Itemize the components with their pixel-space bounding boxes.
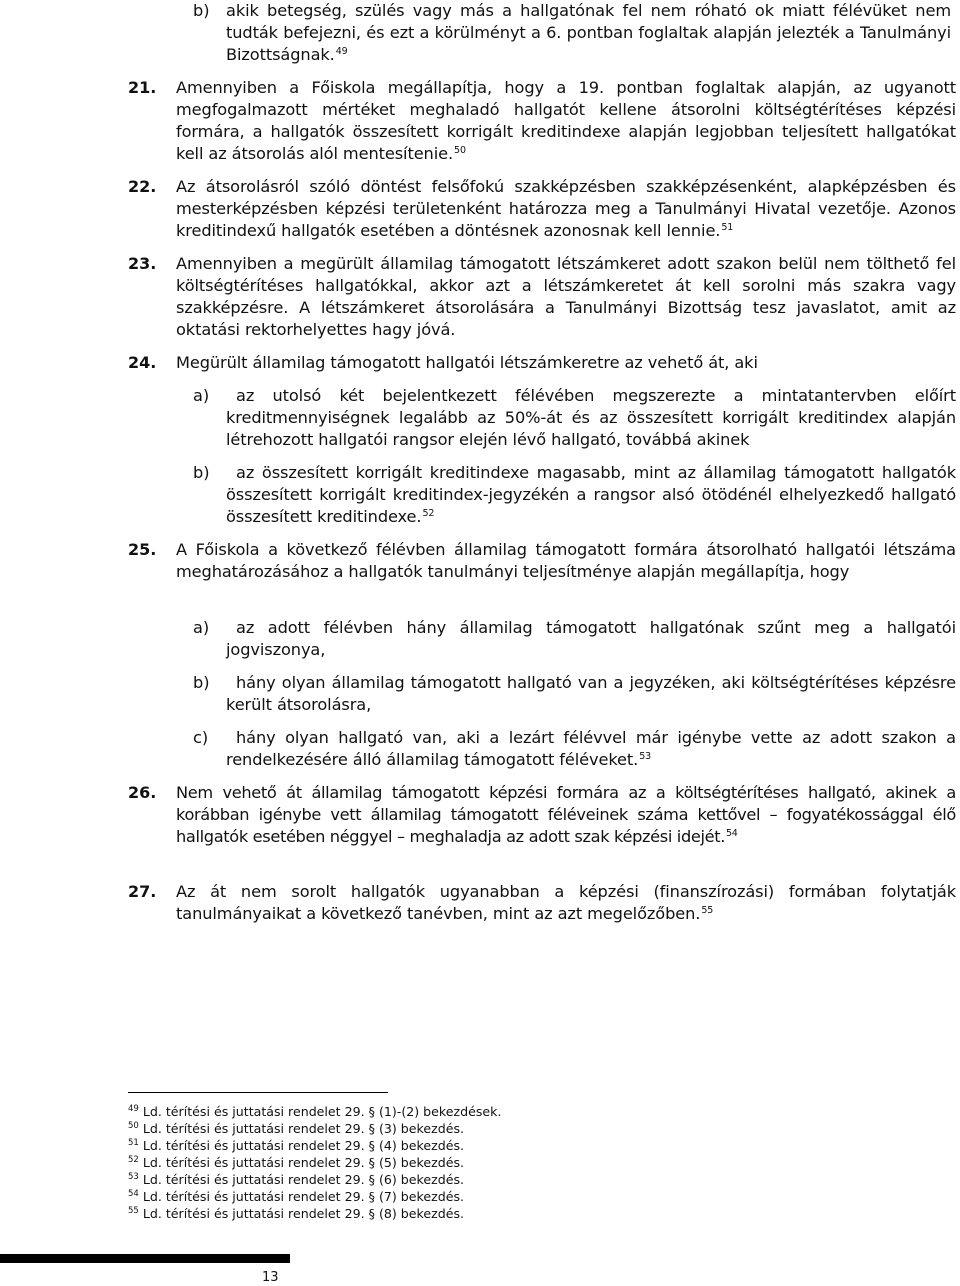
sub-item-text: az utolsó két bejelentkezett félévében megszerezte a mintatantervben előírt kreditmennyiségnek legalább az 50%-át és az összesített korrigált kreditindex alapján létrehozott hallgatói rangsor elején lévő hallgató, továbbá akinek — [226, 386, 956, 449]
footnote: $^{49}$ Ld. térítési és juttatási rendelet 29. § (1)-(2) bekezdések. — [128, 1104, 502, 1119]
sub-item-text: hány olyan államilag támogatott hallgató van a jegyzéken, aki költségtérítéses képzésre került átsorolásra, — [226, 673, 956, 714]
footnote-ref: 49 — [335, 46, 348, 57]
item-text: Az át nem sorolt hallgatók ugyanabban a képzési (finanszírozási) formában folytatják tanulmányaikat a következő tanévben, mint az azt megelőzőben.$^{55}$ — [176, 882, 956, 923]
sub-item-label: a) — [193, 618, 210, 637]
sub-item-label: b) — [193, 673, 210, 692]
footnote: $^{54}$ Ld. térítési és juttatási rendelet 29. § (7) bekezdés. — [128, 1189, 465, 1204]
item-text: Amennyiben a megürült államilag támogatott létszámkeret adott szakon belül nem tölthető fel költségtérítéses hallgatókkal, akkor azt a létszámkeretet át kell sorolni más szakra vagy szakképzésre. A létszámkeret átsorolására a Tanulmányi Bizottság tesz javaslatot, amit az oktatási rektorhelyettes hagy jóvá. — [176, 254, 956, 339]
footer-bar — [0, 1254, 290, 1263]
item-number: 22. — [128, 177, 157, 196]
item-text: Megürült államilag támogatott hallgatói létszámkeretre az vehető át, aki — [176, 353, 758, 372]
footnote-ref: 54 — [726, 828, 738, 839]
sub-item-label: b) — [193, 1, 210, 20]
footnote: $^{53}$ Ld. térítési és juttatási rendelet 29. § (6) bekezdés. — [128, 1172, 465, 1187]
item-text: A Főiskola a következő félévben államilag támogatott formára átsorolható hallgatói létszáma meghatározásához a hallgatók tanulmányi teljesítménye alapján megállapítja, hogy — [176, 540, 956, 581]
sub-item-text: hány olyan hallgató van, aki a lezárt félévvel már igénybe vette az adott szakon a rendelkezésére álló államilag támogatott féléveket.$^{53}$ — [226, 728, 956, 769]
item-number: 25. — [128, 540, 157, 559]
footnote: $^{55}$ Ld. térítési és juttatási rendelet 29. § (8) bekezdés. — [128, 1206, 465, 1221]
footnote: $^{50}$ Ld. térítési és juttatási rendelet 29. § (3) bekezdés. — [128, 1121, 465, 1136]
item-text: Nem vehető át államilag támogatott képzési formára az a költségtérítéses hallgató, akinek a korábban igénybe vett államilag támogatott féléveinek száma kettővel – fogyatékossággal élő hallgatók esetében néggyel – meghaladja az adott szak képzési idejét.$^{54}$ — [176, 783, 956, 846]
item-text: Amennyiben a Főiskola megállapítja, hogy a 19. pontban foglaltak alapján, az ugyanott megfogalmazott mértéket meghaladó hallgatót kellene átsorolni költségtérítéses képzési formára, a hallgatók összesített korrigált kreditindexe alapján legjobban teljesített hallgatókat kell az átsorolás alól mentesítenie.$^{50}$ — [176, 78, 956, 163]
sub-item-label: c) — [193, 728, 209, 747]
footnote-ref: 53 — [639, 751, 652, 762]
footnote: $^{51}$ Ld. térítési és juttatási rendelet 29. § (4) bekezdés. — [128, 1138, 465, 1153]
footnote-ref: 52 — [422, 508, 435, 519]
item-number: 27. — [128, 882, 157, 901]
sub-item-label: b) — [193, 463, 210, 482]
item-number: 21. — [128, 78, 157, 97]
page-number: 13 — [262, 1270, 279, 1285]
sub-item-text: az adott félévben hány államilag támogatott hallgatónak szűnt meg a hallgatói jogviszonya, — [226, 618, 956, 659]
sub-item-text: az összesített korrigált kreditindexe magasabb, mint az államilag támogatott hallgatók összesített korrigált kreditindex-jegyzékén a rangsor alsó ötödénél elhelyezkedő hallgató összesített kreditindexe.$^{52}$ — [226, 463, 956, 526]
sub-item-text: akik betegség, szülés vagy más a hallgatónak fel nem róható ok miatt félévüket nem tudták befejezni, és ezt a körülményt a 6. pontban foglaltak alapján jelezték a Tanulmányi Bizottságnak.$^{49}$ — [226, 1, 951, 64]
footnote-ref: 55 — [701, 905, 714, 916]
footnote-separator — [128, 1092, 388, 1093]
item-text: Az átsorolásról szóló döntést felsőfokú szakképzésben szakképzésenként, alapképzésben és mesterképzésben képzési területenként határozza meg a Tanulmányi Hivatal vezetője. Azonos kreditindexű hallgatók esetében a döntésnek azonosnak kell lennie.$^{51}$ — [176, 177, 956, 240]
item-number: 26. — [128, 783, 157, 802]
footnotes — [128, 1103, 828, 1222]
sub-item-label: a) — [193, 386, 210, 405]
item-number: 24. — [128, 353, 157, 372]
footnote-ref: 50 — [454, 145, 466, 156]
footnote-ref: 51 — [721, 222, 734, 233]
footnote: $^{52}$ Ld. térítési és juttatási rendelet 29. § (5) bekezdés. — [128, 1155, 465, 1170]
item-number: 23. — [128, 254, 157, 273]
